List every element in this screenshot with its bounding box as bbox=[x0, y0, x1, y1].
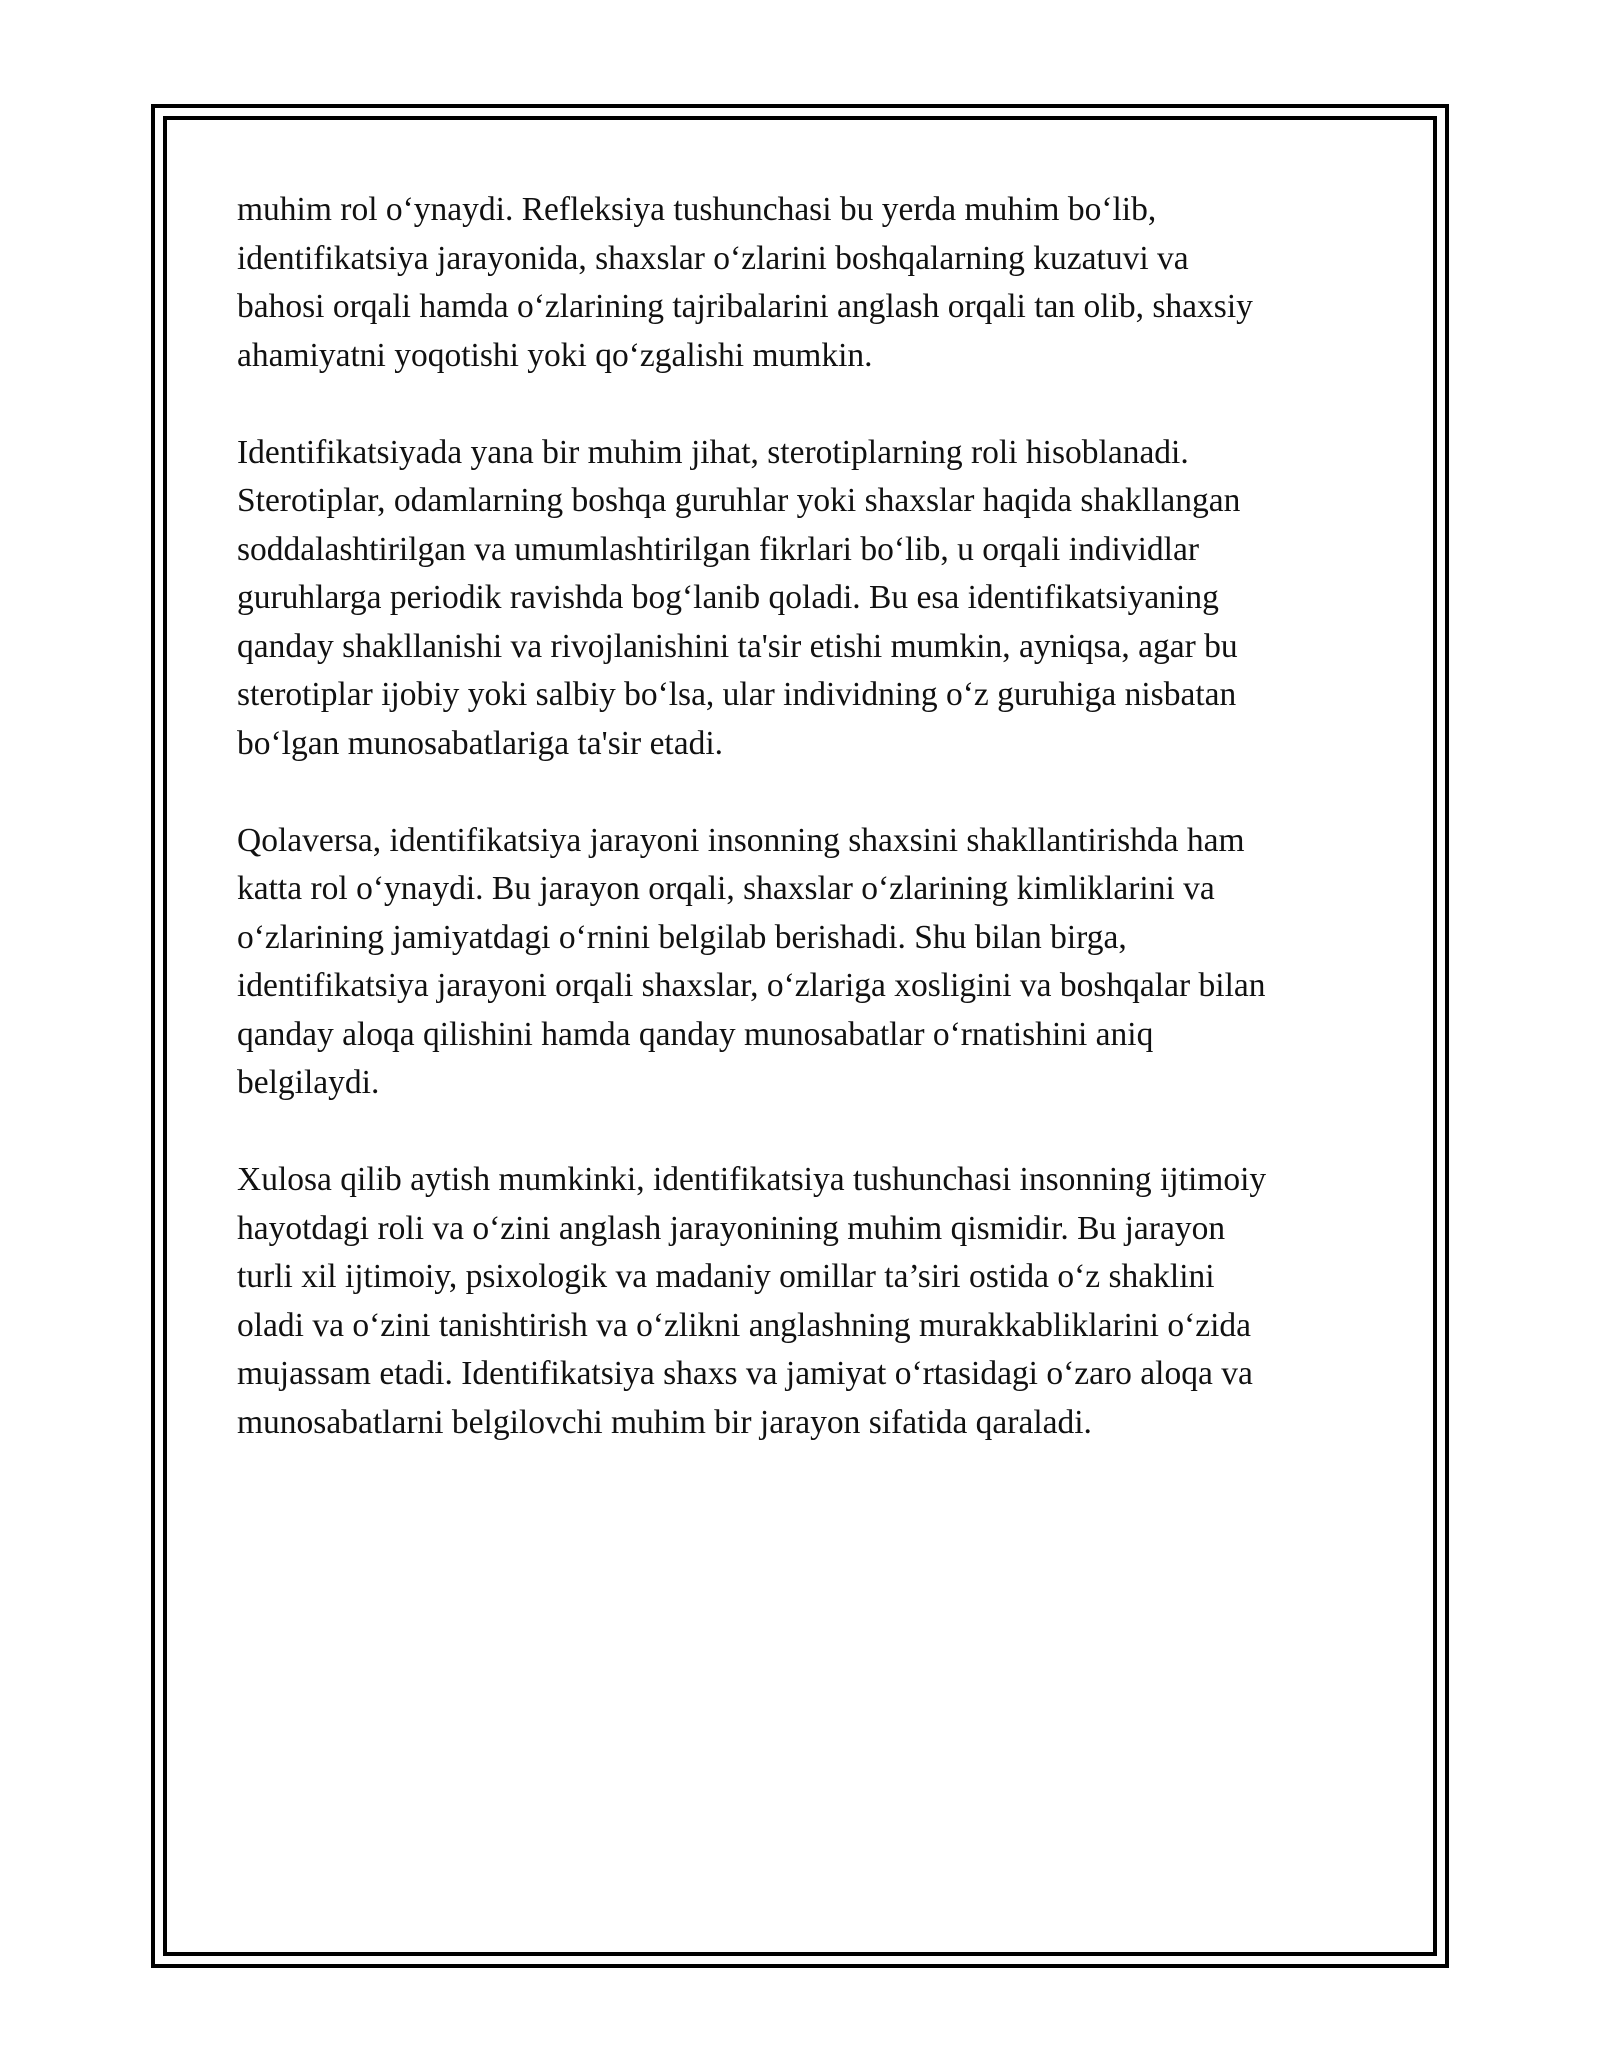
paragraph-line: muhim rol o‘ynaydi. Refleksiya tushunchasi bu yerda muhim bo‘lib, bbox=[237, 191, 1157, 228]
paragraph-line: Sterotiplar, odamlarning boshqa guruhlar yoki shaxslar haqida shakllangan bbox=[237, 482, 1241, 519]
paragraph-line: munosabatlarni belgilovchi muhim bir jarayon sifatida qaraladi. bbox=[237, 1403, 1092, 1441]
paragraph-line: sterotiplar ijobiy yoki salbiy bo‘lsa, ular individning o‘z guruhiga nisbatan bbox=[237, 676, 1237, 713]
paragraph-line: ahamiyatni yoqotishi yoki qo‘zgalishi mumkin. bbox=[237, 336, 873, 374]
paragraph-line: Qolaversa, identifikatsiya jarayoni insonning shaxsini shakllantirishda ham bbox=[237, 821, 1245, 859]
paragraph-4 bbox=[237, 1156, 1387, 1447]
paragraph-3 bbox=[237, 817, 1387, 1108]
paragraph-line: bahosi orqali hamda o‘zlarining tajribalarini anglash orqali tan olib, shaxsiy bbox=[237, 288, 1253, 325]
paragraph-2 bbox=[237, 429, 1387, 769]
paragraph-line: Xulosa qilib aytish mumkinki, identifikatsiya tushunchasi insonning ijtimoiy bbox=[237, 1161, 1267, 1198]
paragraph-line: oladi va o‘zini tanishtirish va o‘zlikni anglashning murakkabliklarini o‘zida bbox=[237, 1306, 1252, 1344]
paragraph-line: hayotdagi roli va o‘zini anglash jarayonining muhim qismidir. Bu jarayon bbox=[237, 1209, 1226, 1247]
paragraph-line: o‘zlarining jamiyatdagi o‘rnini belgilab berishadi. Shu bilan birga, bbox=[237, 918, 1127, 956]
paragraph-line: soddalashtirilgan va umumlashtirilgan fikrlari bo‘lib, u orqali individlar bbox=[237, 530, 1199, 568]
paragraph-line: mujassam etadi. Identifikatsiya shaxs va jamiyat o‘rtasidagi o‘zaro aloqa va bbox=[237, 1355, 1253, 1392]
paragraph-line: qanday aloqa qilishini hamda qanday munosabatlar o‘rnatishini aniq bbox=[237, 1015, 1154, 1053]
paragraph-line: guruhlarga periodik ravishda bog‘lanib qoladi. Bu esa identifikatsiyaning bbox=[237, 579, 1219, 616]
paragraph-1 bbox=[237, 186, 1387, 380]
paragraph-line: identifikatsiya jarayonida, shaxslar o‘zlarini boshqalarning kuzatuvi va bbox=[237, 239, 1189, 277]
document-body bbox=[237, 186, 1387, 1496]
paragraph-line: katta rol o‘ynaydi. Bu jarayon orqali, shaxslar o‘zlarining kimliklarini va bbox=[237, 870, 1215, 907]
paragraph-line: Identifikatsiyada yana bir muhim jihat, sterotiplarning roli hisoblanadi. bbox=[237, 433, 1189, 471]
paragraph-line: identifikatsiya jarayoni orqali shaxslar, o‘zlariga xosligini va boshqalar bilan bbox=[237, 967, 1266, 1004]
paragraph-line: qanday shakllanishi va rivojlanishini ta'sir etishi mumkin, ayniqsa, agar bu bbox=[237, 627, 1238, 665]
paragraph-line: turli xil ijtimoiy, psixologik va madaniy omillar ta’siri ostida o‘z shaklini bbox=[237, 1258, 1215, 1295]
paragraph-line: belgilaydi. bbox=[237, 1064, 380, 1101]
paragraph-line: bo‘lgan munosabatlariga ta'sir etadi. bbox=[237, 724, 724, 762]
